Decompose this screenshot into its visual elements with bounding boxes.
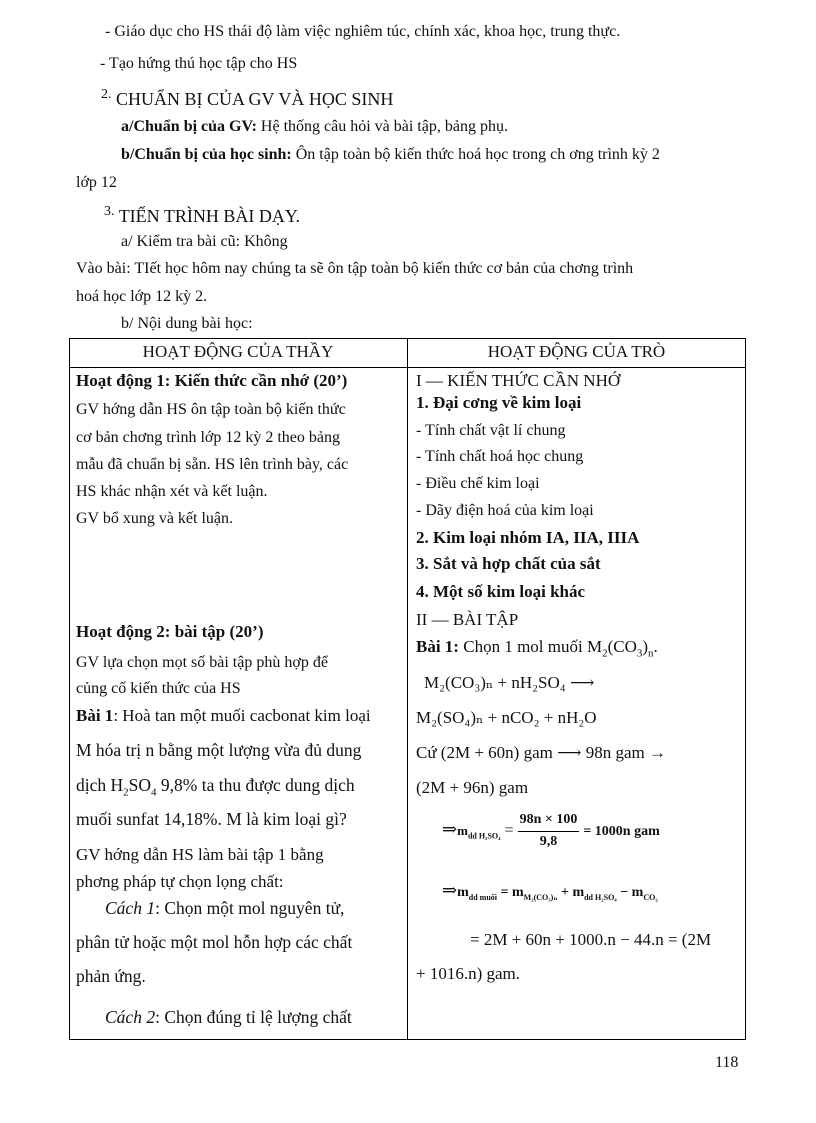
intro-line-1: - Giáo dục cho HS thái độ làm việc nghiêm túc, chính xác, khoa học, trung thực. [105,23,621,40]
table-divider [407,338,408,1040]
bai1-line-4: muối sunfat 14,18%. M là kim loại gì? [76,809,347,829]
right-sub-2: - Tính chất hoá học chung [416,448,584,465]
right-sub-3: - Điều chế kim loại [416,475,540,492]
bai1-line-2: M hóa trị n bằng một lượng vừa đủ dung [76,740,362,760]
section-3a: a/ Kiểm tra bài cũ: Không [121,233,288,250]
table-header-right: HOẠT ĐỘNG CỦA TRÒ [487,342,666,361]
table-header-rule [69,367,746,368]
right-sec1-title: I — KIẾN THỨC CẦN NHỚ [416,371,621,390]
section-2b: b/Chuẩn bị của học sinh: Ôn tập toàn bộ kiến thức hoá học trong ch ơng trình kỳ 2 [121,146,660,163]
section-2a: a/Chuẩn bị của GV: Hệ thống câu hỏi và bài tập, bảng phụ. [121,118,508,135]
bullet: - [100,55,106,72]
table-header-left: HOẠT ĐỘNG CỦA THẦY [142,342,334,361]
cach2-line-1: Cách 2: Chọn đúng tỉ lệ lượng chất [105,1007,352,1027]
section-2-heading: $^{2.}$ CHUẨN BỊ CỦA GV VÀ HỌC SINH [101,87,394,109]
hd1-line-3: mẫu đã chuẩn bị sẵn. HS lên trình bày, các [76,456,349,473]
hd2-title: Hoạt động 2: bài tập (20’) [76,622,264,641]
equation-line-1: M₂(CO₃)ₙ + nH₂SO₄ ⟶ [424,673,595,692]
section-3-heading: $^{3.}$ TIẾN TRÌNH BÀI DẠY. [104,204,301,226]
hd1-title: Hoạt động 1: Kiến thức cần nhớ (20’) [76,371,348,390]
hd2-line-2: củng cố kiến thức của HS [76,680,241,697]
vao-bai-line-1: Vào bài: TIết học hôm nay chúng ta sẽ ôn tập toàn bộ kiến thức cơ bản của chơng trình [76,260,634,277]
page-number: 118 [715,1054,739,1071]
bai1-line-3: dịch $H_2SO_4$ 9,8% ta thu được dung dịch [76,775,355,799]
section-2b-cont: lớp 12 [76,174,117,191]
vao-bai-line-2: hoá học lớp 12 kỳ 2. [76,288,208,305]
hd1-line-4: HS khác nhận xét và kết luận. [76,483,268,500]
right-item-4: 4. Một số kim loại khác [416,582,586,601]
right-item-3: 3. Sắt và hợp chất của sắt [416,554,601,573]
equation-line-7: + 1016.n) gam. [416,964,521,983]
right-item-2: 2. Kim loại nhóm IA, IIA, IIIA [416,528,640,547]
intro-line-2: - Tạo hứng thú học tập cho HS [100,55,298,72]
hd2-line-1: GV lựa chọn mọt số bài tập phù hợp để [76,654,328,671]
right-item-1: 1. Đại cơng về kim loại [416,393,582,412]
fraction: $\frac{98n \times 100}{9,8}$ [519,812,578,849]
hd1-line-5: GV bổ xung và kết luận. [76,510,234,527]
cach1-line-3: phản ứng. [76,966,146,986]
cach1-line-1: Cách 1: Chọn một mol nguyên tử, [105,898,345,918]
right-sub-4: - Dãy điện hoá của kim loại [416,502,594,519]
right-sub-1: - Tính chất vật lí chung [416,422,566,439]
hd1-line-1: GV hớng dẫn HS ôn tập toàn bộ kiến thức [76,401,346,418]
equation-line-4: (2M + 96n) gam [416,778,529,797]
bai1-line-1: Bài 1: Hoà tan một muối cacbonat kim loại [76,706,371,725]
cach1-line-2: phân tử hoặc một mol hỗn hợp các chất [76,932,353,952]
equation-line-6: = 2M + 60n + 1000.n − 44.n = (2M [470,930,712,949]
mass-salt-equation: $\Rightarrow m_{dd muối} = m_{M_2(CO_3)_n} + m_{dd H_2SO_4} - m_{CO_2}$ [442,880,658,902]
right-sec2-title: II — BÀI TẬP [416,610,519,629]
equation-line-2: M₂(SO₄)ₙ + nCO₂ + nH₂O [416,708,597,727]
gv-line-1: GV hớng dẫn HS làm bài tập 1 bằng [76,845,324,864]
section-3b: b/ Nội dung bài học: [121,315,253,332]
hd1-line-2: cơ bản chơng trình lớp 12 kỳ 2 theo bảng [76,429,340,446]
mass-solution-equation: $\Rightarrow m_{dd H_2SO_4}$ = $\frac{98n \times 100}{9,8}$ = 1000n gam [442,812,660,849]
equation-line-3: Cứ (2M + 60n) gam ⟶ 98n gam → [416,743,666,762]
right-bai1: Bài 1: Chọn 1 mol muối $M_2(CO_3)_n$. [416,637,658,660]
gv-line-2: phơng pháp tự chọn lọng chất: [76,872,284,891]
